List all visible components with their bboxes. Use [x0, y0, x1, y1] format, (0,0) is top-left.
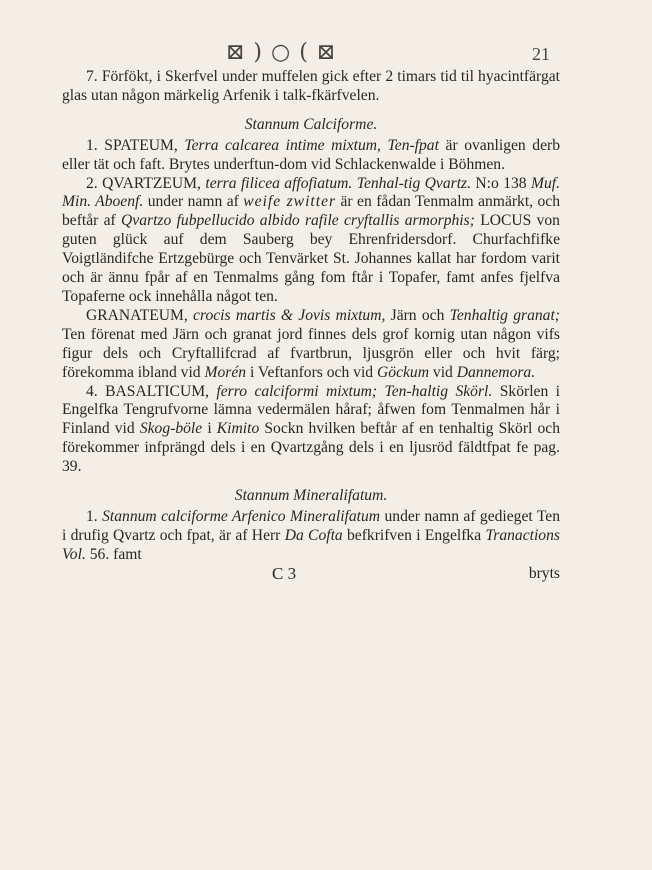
header-ornament: ⊠ ) ○ ( ⊠	[226, 40, 337, 65]
entry-spateum: 1. SPATEUM, Terra calcarea intime mixtum, Ten-fpat är ovanligen derb eller tät och faft. Brytes underftun-dom vid Schlackenwalde i Böhmen.	[62, 136, 560, 173]
entry-qvartzeum: 2. QVARTZEUM, terra filicea affofiatum. Tenhal-tig Qvartz. N:o 138 Muf. Min. Aboenf. under namn af weife zwitter är en fådan Tenmalm anmärkt, och beftår af Qvartzo fubpellucido albido rafile cryftallis armorphis; LOCUS von guten glück auf dem Sauberg bey Ehrenfridersdorf. Churfachfifke Voigtländifche Ertzgebürge och Tenvärket St. Johannes kallat har fordom varit och är ännu fpår af en Tenmalms gång fom ftår i Topafer, famt anfes fjelfva Topaferne ock innehålla något ten.	[62, 174, 561, 305]
page-header	[0, 40, 652, 68]
signature-mark: C 3	[272, 563, 297, 583]
entry-stannum-arsenico: 1. Stannum calciforme Arfenico Mineralifatum under namn af gedieget Ten i drufig Qvartz och fpat, är af Herr Da Cofta befkrifven i Engelfka Tranactions Vol. 56. famt	[62, 507, 560, 563]
page-body	[62, 68, 560, 584]
section-heading-stannum-calciforme: Stannum Calciforme.	[244, 115, 378, 133]
page-footer	[62, 565, 560, 584]
paragraph-7: 7. Förfökt, i Skerfvel under muffelen gick efter 2 timars tid til hyacintfärgat glas utan någon märkelig Arfenik i talk-fkärfvelen.	[62, 68, 561, 104]
section-heading-stannum-mineralisatum: Stannum Mineralifatum.	[234, 487, 388, 505]
entry-granateum: GRANATEUM, crocis martis & Jovis mixtum, Järn och Tenhaltig granat; Ten förenat med Järn och granat jord finnes dels grof kornig utan någon vifs figur dels och Cryftallifcrad af fvartbrun, ljusgrön eller och hvit färg; förekomma ibland vid Morén i Veftanfors och vid Göckum vid Dannemora.	[62, 306, 560, 381]
entry-basalticum: 4. BASALTICUM, ferro calciformi mixtum; Ten-haltig Skörl. Skörlen i Engelfka Tengrufvorne lämna vedermälen håraf; åfwen fom Tenmalmen hår i Finland vid Skog-böle i Kimito Sockn hvilken beftår af en tenhaltig Skörl och förekommer infprängd dels i en Qvartzgång dels i en ljusröd fäldtfpat fe pag. 39.	[62, 382, 561, 476]
page-number: 21	[532, 44, 550, 64]
catchword: bryts	[528, 564, 560, 582]
